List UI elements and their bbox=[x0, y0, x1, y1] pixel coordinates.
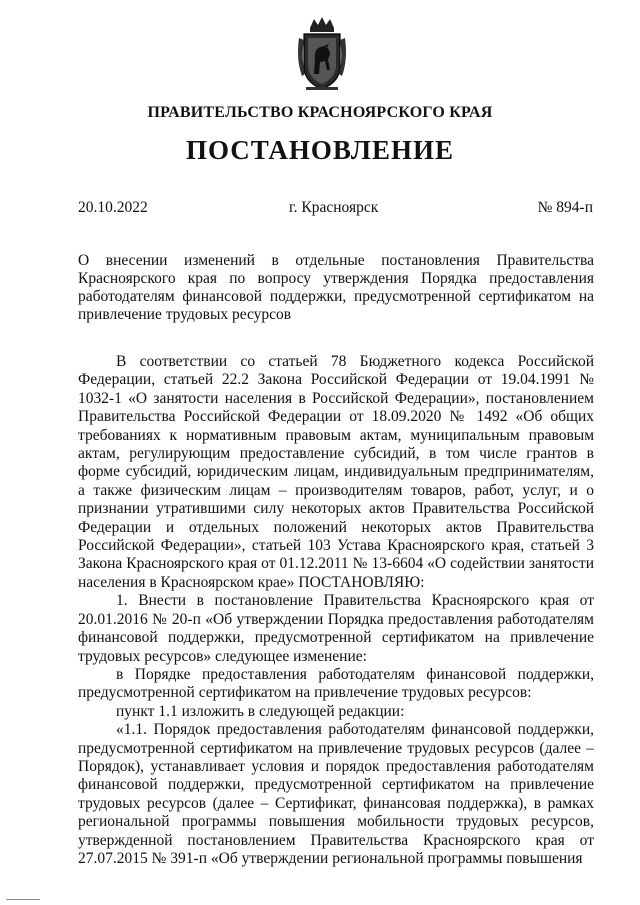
document-type: ПОСТАНОВЛЕНИЕ bbox=[185, 135, 455, 165]
document-date: 20.10.2022 bbox=[78, 199, 148, 216]
document-city: г. Красноярск bbox=[289, 199, 379, 216]
preamble-paragraph: В соответствии со статьей 78 Бюджетного кодекса Российской Федерации, статьей 22.2 Закона Российской Федерации от 19.04.1991 № 1032-1 «О занятости населения в Российской Федерации», постановлением Правительства Российской Федерации от 18.09.2020 № 1492 «Об общих требованиях к нормативным правовым актам, муниципальным правовым актам, регулирующим предоставление субсидий, в том числе грантов в форме субсидий, юридическим лицам, индивидуальным предпринимателям, а также физическим лицам – производителям товаров, работ, услуг, и о признании утратившими силу некоторых актов Правительства Российской Федерации и отдельных положений некоторых актов Правительства Российской Федерации», статьей 103 Устава Красноярского края, статьей 3 Закона Красноярского края от 01.12.2011 № 13-6604 «О содействии занятости населения в Красноярском крае» ПОСТАНОВЛЯЮ: bbox=[78, 353, 594, 591]
coat-of-arms-icon bbox=[296, 14, 348, 92]
clause-1-paragraph: 1. Внести в постановление Правительства Красноярского края от 20.01.2016 № 20-п «Об утверждении Порядка предоставления работодателям финансовой поддержки, предусмотренной сертификатом на привлечение трудовых ресурсов» следующее изменение: bbox=[78, 592, 594, 665]
document-body bbox=[78, 353, 594, 868]
point-instruction-paragraph: пункт 1.1 изложить в следующей редакции: bbox=[116, 702, 405, 720]
amendment-intro-paragraph: в Порядке предоставления работодателям финансовой поддержки, предусмотренной сертификатом на привлечение трудовых ресурсов: bbox=[78, 665, 594, 702]
document-number: № 894-п bbox=[537, 199, 593, 216]
document-title: О внесении изменений в отдельные постановления Правительства Красноярского края по вопросу утверждения Порядка предоставления работодателям финансовой поддержки, предусмотренной сертификатом на привлечение трудовых ресурсов bbox=[78, 252, 594, 323]
point-1-1-paragraph: «1.1. Порядок предоставления работодателям финансовой поддержки, предусмотренной сертификатом на привлечение трудовых ресурсов (далее – Порядок), устанавливает условия и порядок предоставления работодателям финансовой поддержки, предусмотренной сертификатом на привлечение трудовых ресурсов (далее – Сертификат, финансовая поддержка), в рамках региональной программы повышения мобильности трудовых ресурсов, утвержденной постановлением Правительства Красноярского края от 27.07.2015 № 391-п «Об утверждении региональной программы повышения bbox=[78, 721, 594, 867]
government-name: ПРАВИТЕЛЬСТВО КРАСНОЯРСКОГО КРАЯ bbox=[147, 104, 493, 121]
page-edge-mark bbox=[6, 899, 40, 900]
